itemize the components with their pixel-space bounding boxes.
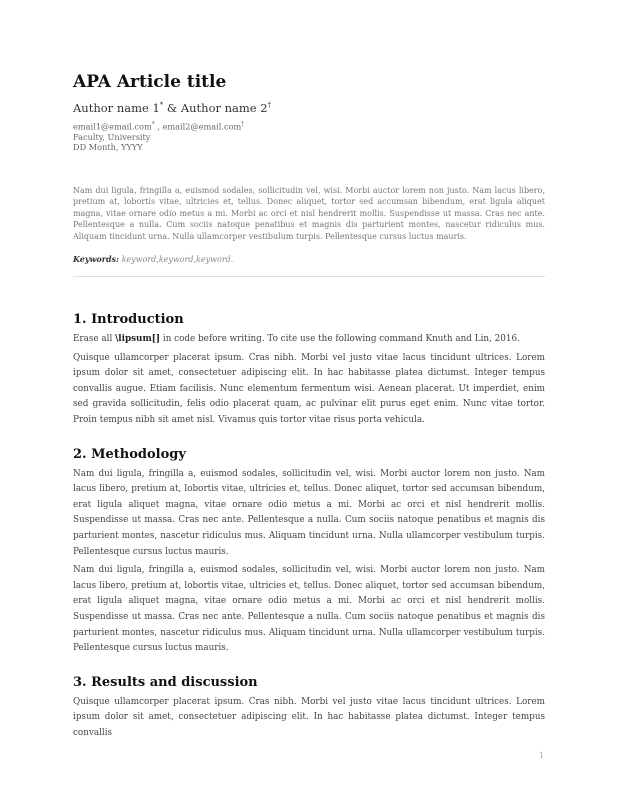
- keywords-label: Keywords:: [73, 254, 120, 265]
- author-1-name: Author name 1: [73, 100, 160, 115]
- section-title-introduction: 1. Introduction: [73, 312, 184, 328]
- method-paragraph-1: Nam dui ligula, fringilla a, euismod sodales, sollicitudin vel, wisi. Morbi auctor lorem non justo. Nam lacus libero, pretium at, lobortis vitae, ultricies et, tellus. Donec aliquet, tortor sed accumsan bibendum, erat ligula aliquet magna, vitae ornare odio metus a mi. Morbi ac orci et nisl hendrerit mollis. Suspendisse ut massa. Cras nec ante. Pellentesque a nulla. Cum sociis natoque penatibus et magnis dis parturient montes, nascetur ridiculus mus. Aliquam tincidunt urna. Nulla ullamcorper vestibulum turpis. Pellentesque cursus luctus mauris.: [73, 468, 545, 557]
- abstract-divider: [73, 276, 545, 277]
- email-line: [73, 120, 545, 132]
- intro-p1-after: in code before writing. To cite use the following command Knuth and Lin, 2016.: [160, 334, 520, 345]
- author-2-mark: †: [267, 101, 272, 109]
- keywords-line: [73, 254, 545, 265]
- method-paragraph-2: Nam dui ligula, fringilla a, euismod sodales, sollicitudin vel, wisi. Morbi auctor lorem non justo. Nam lacus libero, pretium at, lobortis vitae, ultricies et, tellus. Donec aliquet, tortor sed accumsan bibendum, erat ligula aliquet magna, vitae ornare odio metus a mi. Morbi ac orci et nisl hendrerit mollis. Suspendisse ut massa. Cras nec ante. Pellentesque a nulla. Cum sociis natoque penatibus et magnis dis parturient montes, nascetur ridiculus mus. Aliquam tincidunt urna. Nulla ullamcorper vestibulum turpis. Pellentesque cursus luctus mauris.: [73, 565, 545, 654]
- author-separator: &: [163, 100, 181, 115]
- page-number: 1: [539, 751, 545, 760]
- faculty-line: Faculty, University: [73, 131, 151, 142]
- paper-page: [73, 72, 545, 742]
- abstract: Nam dui ligula, fringilla a, euismod sodales, sollicitudin vel, wisi. Morbi auctor lorem non justo. Nam lacus libero, pretium at, lobortis vitae, ultricies et, tellus. Donec aliquet, tortor sed accumsan bibendum, erat ligula aliquet magna, vitae ornare odio metus a mi. Morbi ac orci et nisl hendrerit mollis. Suspendisse ut massa. Cras nec ante. Pellentesque a nulla. Cum sociis natoque penatibus et magnis dis parturient montes, nascetur ridiculus mus. Aliquam tincidunt urna. Nulla ullamcorper vestibulum turpis. Pellentesque cursus luctus mauris.: [73, 185, 545, 241]
- email-separator: ,: [154, 121, 163, 132]
- email-1: email1@email.com: [73, 121, 152, 132]
- email-2-mark: †: [241, 120, 245, 128]
- section-title-results: 3. Results and discussion: [73, 674, 258, 690]
- section-methodology: [73, 447, 545, 657]
- email-1-mark: *: [151, 120, 155, 128]
- lipsum-command: \lipsum[]: [115, 334, 161, 345]
- date-line: DD Month, YYYY: [73, 141, 143, 152]
- author-1-mark: *: [159, 101, 164, 109]
- results-paragraph-1: Quisque ullamcorper placerat ipsum. Cras nibh. Morbi vel justo vitae lacus tincidunt ultrices. Lorem ipsum dolor sit amet, consectetuer adipiscing elit. In hac habitasse platea dictumst. Integer tempus convallis: [73, 696, 545, 738]
- section-introduction: [73, 312, 545, 429]
- section-title-methodology: 2. Methodology: [73, 446, 186, 462]
- intro-paragraph-2: Quisque ullamcorper placerat ipsum. Cras nibh. Morbi vel justo vitae lacus tincidunt ultrices. Lorem ipsum dolor sit amet, consectetuer adipiscing elit. In hac habitasse platea dictumst. Integer tempus convallis augue. Etiam facilisis. Nunc elementum fermentum wisi. Aenean placerat. Ut imperdiet, enim sed gravida sollicitudin, felis odio placerat quam, ac pulvinar elit purus eget enim. Nunc vitae tortor. Proin tempus nibh sit amet nisl. Vivamus quis tortor vitae risus porta vehicula.: [73, 352, 545, 426]
- section-results: [73, 675, 545, 742]
- affiliation-block: [73, 120, 545, 152]
- author-line: [73, 98, 545, 116]
- keywords-value: keyword,keyword,keyword.: [121, 255, 234, 265]
- author-2-name: Author name 2: [180, 100, 268, 115]
- intro-paragraph-1: [73, 332, 545, 348]
- intro-p1-before: Erase all: [73, 334, 116, 345]
- article-title: APA Article title: [73, 72, 227, 92]
- email-2: email2@email.com: [162, 121, 242, 132]
